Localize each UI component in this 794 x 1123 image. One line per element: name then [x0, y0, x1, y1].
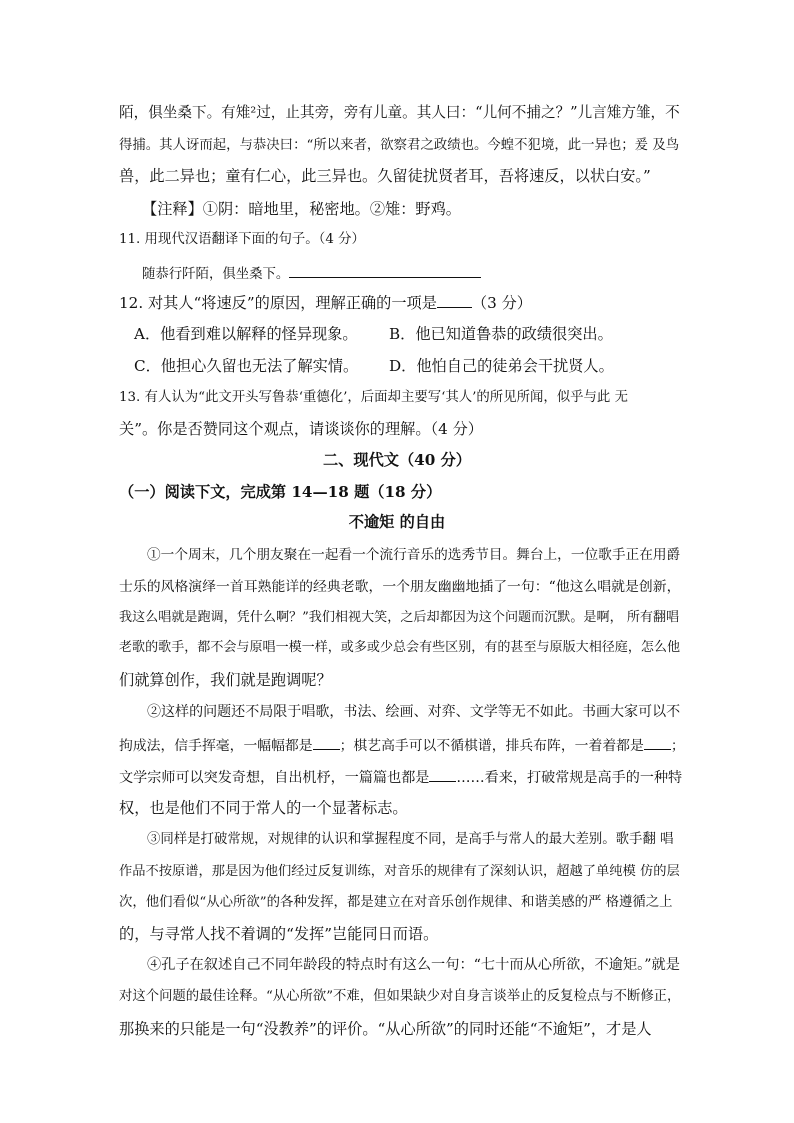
fill-blank-3[interactable] — [429, 766, 456, 782]
paragraph-1-line-5: 们就算创作，我们就是跑调呢？ — [119, 671, 332, 689]
question-11-stem: 11. 用现代汉语翻译下面的句子。（4 分） — [119, 232, 365, 247]
option-b: B．他已知道鲁恭的政绩很突出。 — [389, 325, 613, 343]
paragraph-3-line-1: ③同样是打破常规，对规律的认识和掌握程度不同，是高手与常人的最大差别。歌手翻 唱 — [147, 832, 674, 847]
paragraph-4-line-1: ④孔子在叙述自己不同年龄段的特点时有这么一句：“七十而从心所欲，不逾矩。”就是 — [147, 957, 680, 973]
question-11-text: 随恭行阡陌，俱坐桑下。 — [142, 267, 290, 282]
paragraph-1-line-4: 老歌的歌手，都不会与原唱一模一样，或多或少总会有些区别，有的甚至与原版大相径庭，怎么他 — [119, 640, 681, 655]
option-a: A．他看到难以解释的怪异现象。 — [134, 325, 358, 343]
paragraph-2-line-2-a: 拘成法，信手挥毫，一幅幅都是 — [119, 738, 313, 754]
sub-heading: （一）阅读下文，完成第 14—18 题（18 分） — [119, 483, 442, 501]
paragraph-3-line-2: 作品不按原谱，那是因为他们经过反复训练，对音乐的规律有了深刻认识，超越了单纯模 仿的层 — [119, 864, 680, 879]
paragraph-1-line-2: 士乐的风格演绎一首耳熟能详的经典老歌，一个朋友幽幽地插了一句：“他这么唱就是创新， — [119, 579, 681, 595]
question-12-text: 12. 对其人“将速反”的原因，理解正确的一项是 — [119, 294, 437, 312]
question-12-stem — [119, 292, 532, 313]
article-title: 不逾矩 的自由 — [348, 513, 446, 531]
answer-blank-12[interactable] — [437, 292, 472, 308]
question-11-sentence — [142, 262, 481, 285]
question-13-line-1: 13. 有人认为“此文开头写鲁恭‘重德化’，后面却主要写‘其人’的所见所闻，似乎与此 无 — [119, 390, 628, 405]
option-c: C．他担心久留也无法了解实情。 — [134, 357, 359, 375]
question-13-line-2: 关”。你是否赞同这个观点，请谈谈你的理解。（4 分） — [119, 420, 483, 438]
question-12-score: （3 分） — [471, 294, 532, 312]
paragraph-2-line-3-a: 文学宗师可以突发奇想，自出机杼，一篇篇也都是 — [119, 770, 430, 786]
paragraph-4-line-3: 那换来的只能是一句“没教养”的评价。“从心所欲”的同时还能“不逾矩”，才是人 — [119, 1020, 652, 1038]
paragraph-1-line-3: 我这么唱就是跑调，凭什么啊？”我们相视大笑，之后却都因为这个问题而沉默。是啊， 所有翻唱 — [119, 610, 680, 625]
annotation-note: 【注释】①阴：暗地里，秘密地。②雉：野鸡。 — [142, 200, 461, 218]
paragraph-2-line-2-c: ； — [670, 738, 685, 754]
paragraph-2-line-1: ②这样的问题还不局限于唱歌，书法、绘画、对弈、文学等无不如此。书画大家可以不 — [147, 704, 681, 720]
paragraph-4-line-2: 对这个问题的最佳诠释。“从心所欲”不难，但如果缺少对自身言谈举止的反复检点与不断修正， — [119, 989, 681, 1004]
option-d: D．他怕自己的徒弟会干扰贤人。 — [389, 357, 614, 375]
paragraph-1-line-1: ①一个周末，几个朋友聚在一起看一个流行音乐的选秀节目。舞台上，一位歌手正在用爵 — [147, 547, 681, 563]
paragraph-3-line-4: 的，与寻常人找不着调的“发挥”岂能同日而语。 — [119, 925, 439, 943]
fill-blank-2[interactable] — [644, 734, 671, 750]
paragraph-3-line-3: 次，他们看似“从心所欲”的各种发挥，都是建立在对音乐创作规律、和谐美感的严 格遵循之上 — [119, 895, 673, 910]
paragraph-2-line-3-b: ……看来，打破常规是高手的一种特 — [456, 770, 683, 786]
classical-line-2: 得捕。其人讶而起，与恭决曰：“所以来者，欲察君之政绩也。今蝗不犯境，此一异也；爰 及鸟 — [119, 138, 680, 153]
answer-blank-11[interactable] — [289, 262, 481, 278]
paragraph-2-line-3 — [119, 766, 682, 788]
paragraph-2-line-4: 权，也是他们不同于常人的一个显著标志。 — [119, 799, 408, 817]
section-heading: 二、现代文（40 分） — [323, 451, 471, 469]
classical-line-3: 兽，此二异也；童有仁心，此三异也。久留徒扰贤者耳，吾将速反，以状白安。” — [119, 167, 651, 185]
paragraph-2-line-2-b: ；棋艺高手可以不循棋谱，排兵布阵，一着着都是 — [339, 738, 644, 754]
fill-blank-1[interactable] — [313, 734, 340, 750]
paragraph-2-line-2 — [119, 734, 685, 756]
classical-line-1: 陌，俱坐桑下。有雉²过，止其旁，旁有儿童。其人曰：“儿何不捕之？”儿言雉方雏，不 — [119, 104, 680, 121]
